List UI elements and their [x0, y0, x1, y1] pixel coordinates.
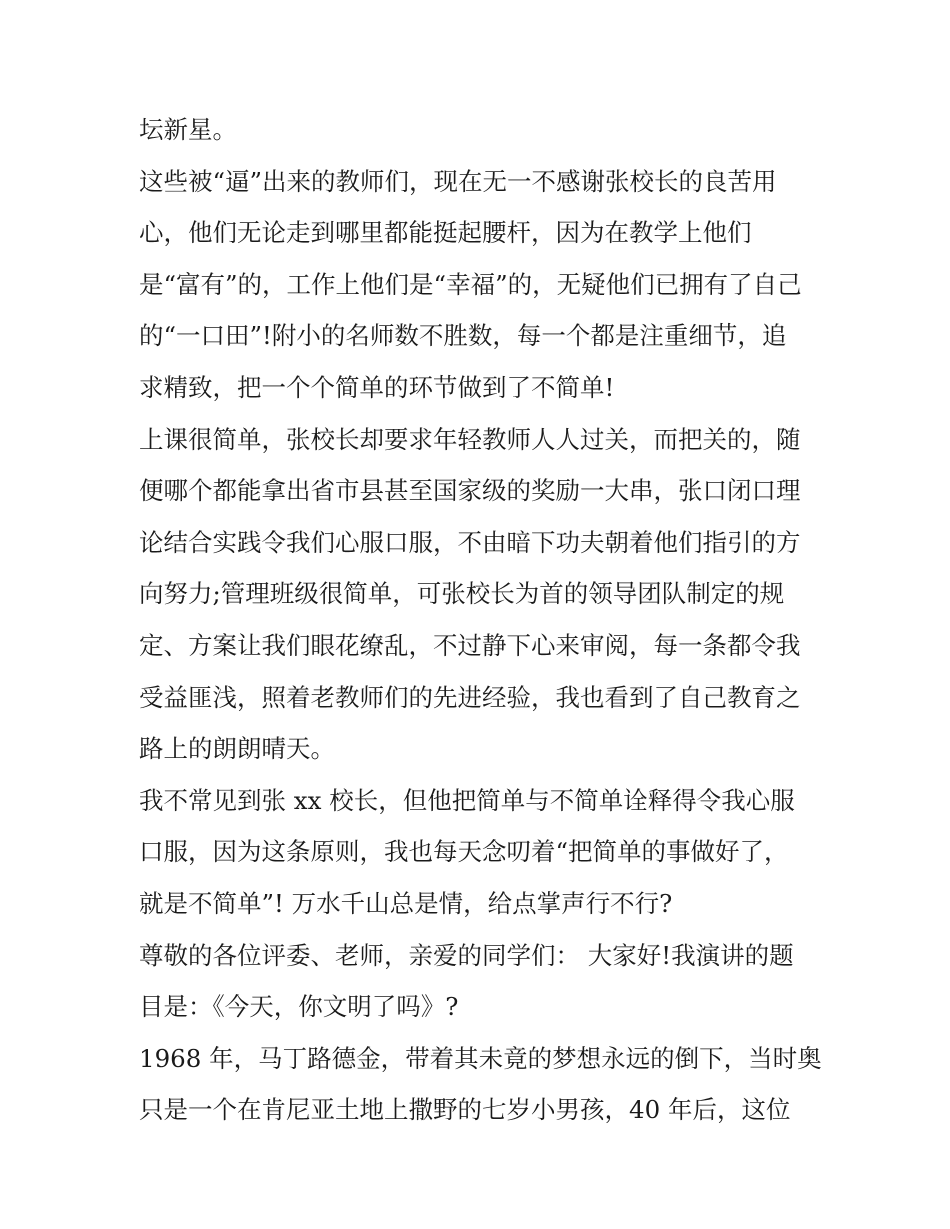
- text-line: 便哪个都能拿出省市县甚至国家级的奖励一大串，张口闭口理: [139, 476, 801, 506]
- text-line: 我不常见到张 xx 校长，但他把简单与不简单诠释得令我心服: [139, 785, 795, 815]
- text-line: 只是一个在肯尼亚土地上撒野的七岁小男孩，40 年后，这位: [139, 1095, 791, 1125]
- text-line: 求精致，把一个个简单的环节做到了不简单!: [139, 372, 615, 402]
- text-line: 尊敬的各位评委、老师，亲爱的同学们： 大家好!我演讲的题: [139, 940, 794, 970]
- text-line: 路上的朗朗晴天。: [139, 734, 335, 764]
- text-line: 的“一口田”!附小的名师数不胜数，每一个都是注重细节，追: [139, 321, 787, 351]
- text-line: 受益匪浅，照着老教师们的先进经验，我也看到了自己教育之: [139, 682, 801, 712]
- body-text: [139, 104, 822, 1136]
- text-line: 坛新星。: [139, 115, 237, 144]
- text-line: 上课很简单，张校长却要求年轻教师人人过关，而把关的，随: [139, 424, 801, 454]
- text-line: 是“富有”的，工作上他们是“幸福”的，无疑他们已拥有了自己: [139, 269, 802, 299]
- text-line: 向努力;管理班级很简单，可张校长为首的领导团队制定的规: [139, 579, 785, 609]
- text-line: 1968 年，马丁路德金，带着其未竟的梦想永远的倒下，当时奥: [139, 1043, 822, 1073]
- text-line: 心，他们无论走到哪里都能挺起腰杆，因为在教学上他们: [139, 218, 752, 248]
- text-line: 定、方案让我们眼花缭乱，不过静下心来审阅，每一条都令我: [139, 630, 801, 660]
- text-line: 口服，因为这条原则，我也每天念叨着“把简单的事做好了，: [139, 837, 789, 867]
- text-line: 这些被“逼”出来的教师们，现在无一不感谢张校长的良苦用: [139, 166, 777, 196]
- text-line: 就是不简单”! 万水千山总是情，给点掌声行不行?: [139, 888, 673, 918]
- text-line: 目是：《今天，你文明了吗》?: [139, 992, 459, 1022]
- text-line: 论结合实践令我们心服口服，不由暗下功夫朝着他们指引的方: [139, 527, 801, 557]
